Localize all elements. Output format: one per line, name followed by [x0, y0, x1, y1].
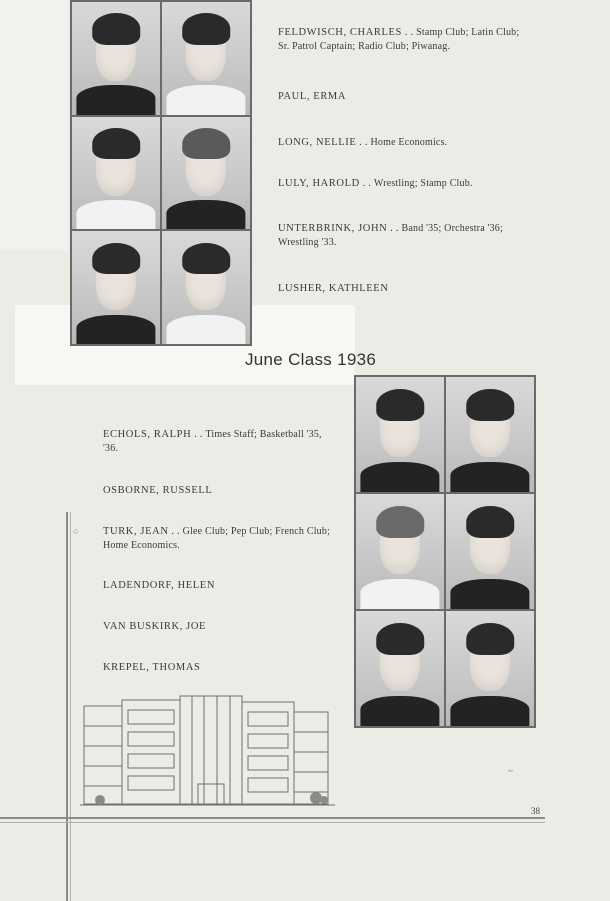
- portrait-photo: [446, 611, 534, 726]
- portrait-photo: [72, 117, 160, 230]
- entry-osborne: [103, 484, 335, 498]
- entry-name: LUSHER, KATHLEEN: [278, 283, 389, 294]
- binding-hole-mark: ○: [73, 526, 79, 536]
- portrait-photo: [162, 231, 250, 344]
- entry-unterbrink: [278, 222, 523, 250]
- entry-activities: Wrestling; Stamp Club.: [373, 178, 473, 189]
- entry-activities: Home Economics.: [370, 137, 448, 148]
- portrait-photo: [162, 117, 250, 230]
- vertical-rule: [66, 512, 68, 901]
- section-title: June Class 1936: [245, 350, 377, 369]
- entry-lusher: [278, 282, 523, 296]
- leader-dots: . .: [191, 429, 206, 440]
- leader-dots: . .: [387, 223, 402, 234]
- entry-activities: Stamp Club; Latin Club; Sr. Patrol Captain; Radio Club; Piwanag.: [278, 27, 520, 52]
- top-photo-grid: [70, 0, 252, 346]
- entry-name: UNTERBRINK, JOHN: [278, 223, 388, 234]
- entry-paul: [278, 90, 523, 104]
- entry-ladendorf: [103, 579, 335, 593]
- vertical-rule-thin: [70, 512, 71, 901]
- horizontal-rule: [0, 817, 545, 819]
- stray-mark: ~: [508, 766, 513, 776]
- bottom-photo-grid: [354, 375, 536, 728]
- entry-name: LULY, HAROLD: [278, 178, 360, 189]
- leader-dots: . .: [401, 27, 417, 38]
- portrait-photo: [356, 377, 444, 492]
- entry-name: LADENDORF, HELEN: [103, 580, 216, 591]
- entry-krepel: [103, 661, 335, 675]
- entry-activities: Times Staff; Basketball '35, '36.: [103, 429, 322, 454]
- entry-name: TURK, JEAN: [103, 526, 169, 537]
- portrait-photo: [72, 2, 160, 115]
- entry-luly: [278, 177, 523, 191]
- portrait-photo: [446, 494, 534, 609]
- entry-van-buskirk: [103, 620, 335, 634]
- leader-dots: . .: [359, 178, 374, 189]
- portrait-photo: [356, 611, 444, 726]
- entry-name: KREPEL, THOMAS: [103, 662, 201, 673]
- entry-name: PAUL, ERMA: [278, 91, 347, 102]
- entry-name: FELDWISCH, CHARLES: [278, 27, 402, 38]
- entry-activities: Glee Club; Pep Club; French Club; Home Economics.: [103, 526, 331, 551]
- entry-activities: Band '35; Orchestra '36; Wrestling '33.: [278, 223, 503, 248]
- portrait-photo: [72, 231, 160, 344]
- leader-dots: . .: [168, 526, 183, 537]
- entry-feldwisch: [278, 26, 523, 54]
- entry-echols: [103, 428, 335, 456]
- white-panel-top: [0, 0, 68, 250]
- entry-name: ECHOLS, RALPH: [103, 429, 192, 440]
- entry-long: [278, 136, 523, 150]
- page-number: 38: [531, 806, 540, 816]
- leader-dots: . .: [356, 137, 371, 148]
- portrait-photo: [356, 494, 444, 609]
- entry-name: LONG, NELLIE: [278, 137, 357, 148]
- portrait-photo: [162, 2, 250, 115]
- school-building-illustration: [80, 692, 335, 810]
- horizontal-rule-thin: [0, 822, 545, 823]
- entry-turk: [103, 525, 335, 553]
- entry-name: VAN BUSKIRK, JOE: [103, 621, 207, 632]
- portrait-photo: [446, 377, 534, 492]
- entry-name: OSBORNE, RUSSELL: [103, 485, 213, 496]
